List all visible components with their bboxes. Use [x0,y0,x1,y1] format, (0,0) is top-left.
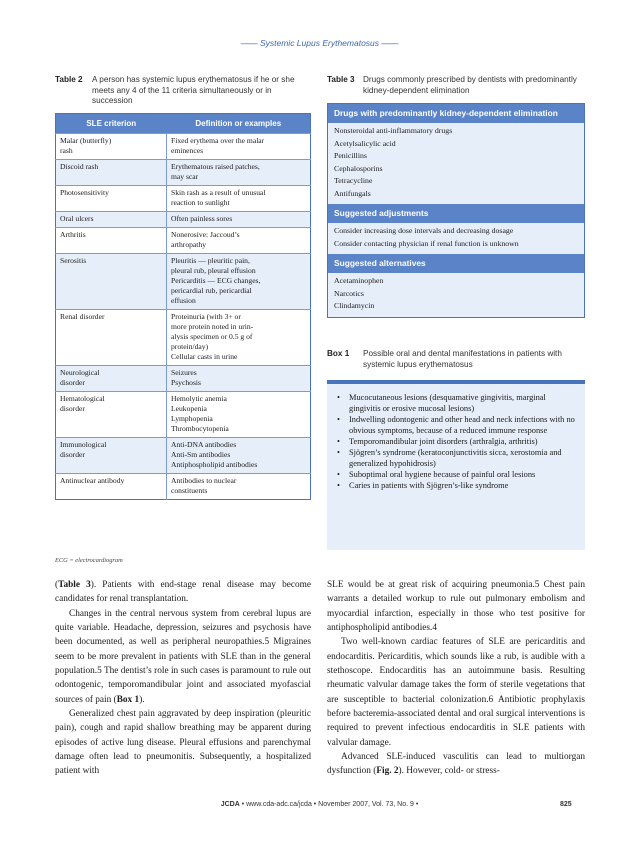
table2-cell-criterion: Hematological disorder [56,392,167,438]
table2-cell-definition: Erythematous raised patches, may scar [167,160,311,186]
table2-cell-definition: Proteinuria (with 3+ or more protein noted in urin- alysis specimen or 0.5 g of protein/day) Cellular casts in urine [167,310,311,366]
body-paragraph: Two well-known cardiac features of SLE are pericarditis and endocarditis. Pericarditis, which sounds like a rub, is audible with a stethoscope. Endocarditis has an autoimmune basis. Resulting rheumatic valvular damage takes the form of sterile vegetations that are susceptible to bacterial colonization.6 Antibiotic prophylaxis before bacteremia-associated dental and oral surgical interventions is required to prevent infectious endocarditis in SLE patients with valvular damage. [327,637,585,748]
table3-item: Consider contacting physician if renal function is unknown [334,238,519,248]
table3-section-body [328,223,584,254]
table2-header-criterion: SLE criterion [56,114,167,134]
table3-section-heading: Suggested alternatives [328,254,584,273]
box1-list-item: • Mucocutaneous lesions (desquamative gingivitis, marginal gingivitis or erosive mucosal lesions) [335,392,577,414]
table2-caption: Table 2 A person has systemic lupus erythematosus if he or she meets any 4 of the 11 criteria simultaneously or in succession [55,75,295,105]
body-paragraph: Advanced SLE-induced vasculitis can lead to multiorgan dysfunction (Fig. 2). However, cold- or stress- [327,752,585,777]
table3-item: Nonsteroidal anti-inflammatory drugs [334,126,453,135]
table2-cell-definition: Often painless sores [167,212,311,228]
table2-cell-definition: Pleuritis — pleuritic pain, pleural rub, pleural effusion Pericarditis — ECG changes, pericardial rub, pericardial effusion [167,254,311,310]
table2-footnote: ECG = electrocardiogram [55,557,123,564]
table2-row [56,474,311,500]
table2 [55,113,311,500]
table2-row [56,392,311,438]
box1-caption: Box 1 Possible oral and dental manifestations in patients with systemic lupus erythematosus [327,349,562,369]
table3-item: Penicillins [334,151,367,160]
body-paragraph: SLE would be at great risk of acquiring pneumonia.5 Chest pain warrants a detailed workup to rule out pulmonary embolism and myocardial infarction, especially in those who test positive for antiphospholipid antibodies.4 [327,580,585,634]
table2-cell-definition: Hemolytic anemia Leukopenia Lymphopenia Thrombocytopenia [167,392,311,438]
table3-section-heading: Suggested adjustments [328,204,584,223]
table2-cell-criterion: Arthritis [56,228,167,254]
table2-row [56,366,311,392]
table2-cell-definition: Seizures Psychosis [167,366,311,392]
body-paragraph: Changes in the central nervous system from cerebral lupus are quite variable. Headache, depression, seizures and psychosis have been documented, as well as peripheral neuropathies.5 Migraines seem to be more prevalent in patients with SLE than in the general population.5 The dentist’s role in such cases is paramount to rule out odontogenic, temporomandibular joint and associated myofascial sources of pain (Box 1). [55,608,311,705]
table2-cell-criterion: Oral ulcers [56,212,167,228]
table2-header-definition: Definition or examples [167,114,311,134]
box1-list-item: • Suboptimal oral hygiene because of painful oral lesions [335,469,577,480]
page-footer: JCDA • www.cda-adc.ca/jcda • November 2007, Vol. 73, No. 9 • [220,801,419,808]
table3 [327,103,585,318]
table2-cell-criterion: Renal disorder [56,310,167,366]
table3-section-body [328,273,584,317]
table2-row [56,134,311,160]
table2-cell-criterion: Discoid rash [56,160,167,186]
table2-row [56,212,311,228]
table3-item: Clindamycin [334,301,375,310]
table2-row [56,160,311,186]
body-column-left [55,578,311,779]
table2-cell-criterion: Neurological disorder [56,366,167,392]
table2-row [56,438,311,474]
table2-cell-definition: Skin rash as a result of unusual reaction to sunlight [167,186,311,212]
table3-item: Acetaminophen [334,276,384,285]
table2-cell-criterion: Photosensitivity [56,186,167,212]
table2-cell-criterion: Antinuclear antibody [56,474,167,500]
box1-list-item: • Indwelling odontogenic and other head and neck infections with no obvious symptoms, because of a reduced immune response [335,414,577,436]
table3-item: Tetracycline [334,176,373,185]
table2-cell-criterion: Malar (butterfly) rash [56,134,167,160]
table2-cell-definition: Nonerosive: Jaccoud’s arthropathy [167,228,311,254]
table3-section-body [328,123,584,204]
table3-item: Narcotics [334,288,364,298]
table2-cell-definition: Antibodies to nuclear constituents [167,474,311,500]
table2-row [56,310,311,366]
table3-item: Antifungals [334,188,371,198]
table3-item: Cephalosporins [334,163,383,173]
table2-row [56,254,311,310]
body-paragraph: Generalized chest pain aggravated by deep inspiration (pleuritic pain), cough and rapid shallow breathing may be apparent during episodes of active lung disease. Pleural effusions and parenchymal damage often lead to pneumonitis. Subsequently, a hospitalized patient with [55,709,311,777]
table2-cell-definition: Anti-DNA antibodies Anti-Sm antibodies Antiphospholipid antibodies [167,438,311,474]
body-column-right [327,578,585,779]
box1-list-item: • Sjögren’s syndrome (keratoconjunctivitis sicca, xerostomia and generalized hypohidrosis) [335,447,577,469]
table3-item: Consider increasing dose intervals and decreasing dosage [334,226,514,235]
table3-item: Acetylsalicylic acid [334,138,396,148]
box1-list-item: • Temporomandibular joint disorders (arthralgia, arthritis) [335,436,577,447]
box1-list-item: • Caries in patients with Sjögren’s-like syndrome [335,480,577,491]
table2-row [56,228,311,254]
table2-cell-definition: Fixed erythema over the malar eminences [167,134,311,160]
body-paragraph: (Table 3). Patients with end-stage renal disease may become candidates for renal transplantation. [55,580,311,605]
table3-section-heading: Drugs with predominantly kidney-dependent elimination [328,104,584,123]
box1 [327,380,585,550]
table2-cell-criterion: Immunological disorder [56,438,167,474]
table2-row [56,186,311,212]
table3-caption: Table 3 Drugs commonly prescribed by dentists with predominantly kidney-dependent elimination [327,75,577,95]
page-number: 825 [560,801,572,808]
running-head: —— Systemic Lupus Erythematosus —— [240,38,399,48]
table2-cell-criterion: Serositis [56,254,167,310]
